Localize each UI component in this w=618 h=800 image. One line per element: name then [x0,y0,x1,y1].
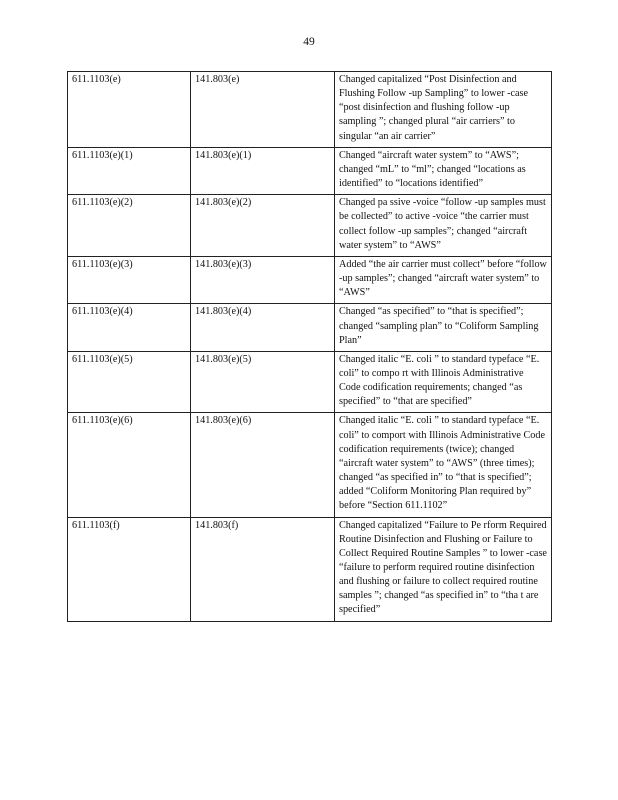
table-row [68,413,552,517]
old-section-cell: 611.1103(e)(3) [68,256,191,303]
old-section-cell: 611.1103(e) [68,72,191,148]
section-comparison-table [67,71,552,622]
old-section-cell: 611.1103(f) [68,517,191,621]
new-section-cell: 141.803(e) [191,72,335,148]
description-cell: Changed capitalized “Post Disinfection and Flushing Follow -up Sampling” to lower -case “post disinfection and flushing follow -up sampling ”; changed plural “air carriers” to singular “an air carrier” [335,72,552,148]
old-section-cell: 611.1103(e)(1) [68,147,191,194]
new-section-cell: 141.803(e)(6) [191,413,335,517]
description-cell: Added “the air carrier must collect” before “follow -up samples”; changed “aircraft water system” to “AWS” [335,256,552,303]
description-cell: Changed italic “E. coli ” to standard typeface “E. coli” to compo rt with Illinois Administrative Code codification requirements; changed “as specified” to “that are specified” [335,351,552,413]
description-cell: Changed pa ssive -voice “follow -up samples must be collected” to active -voice “the carrier must collect follow -up samples”; changed “aircraft water system” to “AWS” [335,195,552,257]
description-cell: Changed italic “E. coli ” to standard typeface “E. coli” to comport with Illinois Administrative Code codification requirements (twice); changed “aircraft water system” to “AWS” (three times); changed “as specified in” to “that is specified”; added “Coliform Monitoring Plan required by” before “Section 611.1102” [335,413,552,517]
new-section-cell: 141.803(f) [191,517,335,621]
table-row [68,351,552,413]
old-section-cell: 611.1103(e)(5) [68,351,191,413]
description-cell: Changed “as specified” to “that is specified”; changed “sampling plan” to “Coliform Sampling Plan” [335,304,552,351]
table-row [68,517,552,621]
table-row [68,147,552,194]
table-row [68,72,552,148]
table-row [68,256,552,303]
description-cell: Changed “aircraft water system” to “AWS”; changed “mL” to “ml”; changed “locations as identified” to “locations identified” [335,147,552,194]
new-section-cell: 141.803(e)(5) [191,351,335,413]
table-row [68,304,552,351]
old-section-cell: 611.1103(e)(6) [68,413,191,517]
table-row [68,195,552,257]
new-section-cell: 141.803(e)(1) [191,147,335,194]
table-body [68,72,552,622]
new-section-cell: 141.803(e)(3) [191,256,335,303]
description-cell: Changed capitalized “Failure to Pe rform Required Routine Disinfection and Flushing or Failure to Collect Required Routine Samples ” to lower -case “failure to perform required routine disinfection and flushing or failure to collect required routine samples ”; changed “as specified in” to “tha t are specified” [335,517,552,621]
old-section-cell: 611.1103(e)(4) [68,304,191,351]
page-number: 49 [303,36,315,48]
new-section-cell: 141.803(e)(2) [191,195,335,257]
new-section-cell: 141.803(e)(4) [191,304,335,351]
old-section-cell: 611.1103(e)(2) [68,195,191,257]
